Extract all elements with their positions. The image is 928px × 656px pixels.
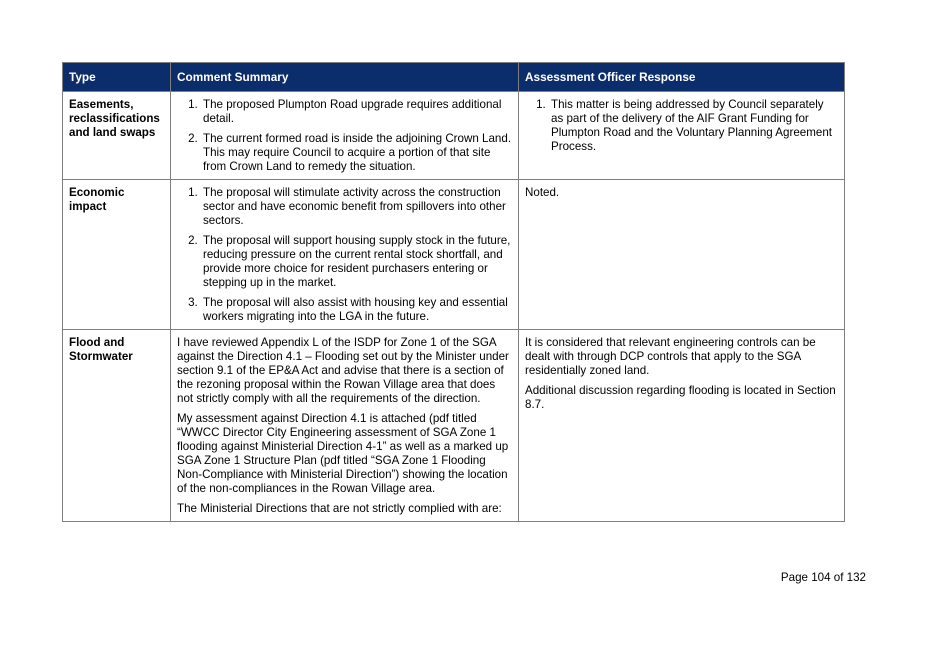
table-row (63, 92, 845, 180)
response-item: 1. This matter is being addressed by Council separately as part of the delivery of the AIF Grant Funding for Plumpton Road and the Voluntary Planning Agreement Process. (549, 98, 838, 154)
summary-paragraph: My assessment against Direction 4.1 is attached (pdf titled “WWCC Director City Engineering assessment of SGA Zone 1 flooding against Ministerial Direction 4-1” as well as a marked up SGA Zone 1 Structure Plan (pdf titled “SGA Zone 1 Flooding Non-Compliance with Ministerial Direction”) showing the location of the non-compliances in the Rowan Village area. (177, 412, 509, 495)
summary-list (177, 98, 512, 174)
response-paragraph: Noted. (525, 186, 560, 199)
row-type-cell: Flood and Stormwater (63, 330, 171, 522)
row-type-cell: Economic impact (63, 180, 171, 330)
row-summary-cell (171, 180, 519, 330)
summary-item: 2. The proposal will support housing supply stock in the future, reducing pressure on the current rental stock shortfall, and provide more choice for resident purchasers entering or stepping up in the market. (201, 234, 512, 290)
row-summary-cell (171, 330, 519, 522)
table-header-row (63, 63, 845, 92)
row-response-cell (519, 92, 845, 180)
summary-paragraph: The Ministerial Directions that are not strictly complied with are: (177, 502, 502, 515)
row-response-cell (519, 330, 845, 522)
comments-table (62, 62, 845, 522)
page-number: Page 104 of 132 (780, 571, 866, 584)
header-type: Type (63, 63, 171, 92)
summary-item: 1. The proposal will stimulate activity across the construction sector and have economic benefit from spillovers into other sectors. (201, 186, 512, 228)
summary-paragraph: I have reviewed Appendix L of the ISDP for Zone 1 of the SGA against the Direction 4.1 – Flooding set out by the Minister under section 9.1 of the EP&A Act and advise that there is a section of the rezoning proposal within the Rowan Village area that does not strictly comply with all the requirements of the direction. (177, 336, 509, 405)
summary-item: 2. The current formed road is inside the adjoining Crown Land. This may require Council to acquire a portion of that site from Crown Land to remedy the situation. (201, 132, 512, 174)
table-row (63, 180, 845, 330)
summary-item: 1. The proposed Plumpton Road upgrade requires additional detail. (201, 98, 512, 126)
response-list (525, 98, 838, 154)
header-comment-summary: Comment Summary (171, 63, 519, 92)
header-assessment-response: Assessment Officer Response (519, 63, 845, 92)
summary-list (177, 186, 512, 324)
row-summary-cell (171, 92, 519, 180)
table-row (63, 330, 845, 522)
row-type-cell: Easements, reclassifications and land swaps (63, 92, 171, 180)
row-response-cell (519, 180, 845, 330)
response-paragraph: Additional discussion regarding flooding is located in Section 8.7. (525, 384, 836, 411)
response-paragraph: It is considered that relevant engineering controls can be dealt with through DCP controls that apply to the SGA residentially zoned land. (525, 336, 816, 377)
summary-item: 3. The proposal will also assist with housing key and essential workers migrating into the LGA in the future. (201, 296, 512, 324)
